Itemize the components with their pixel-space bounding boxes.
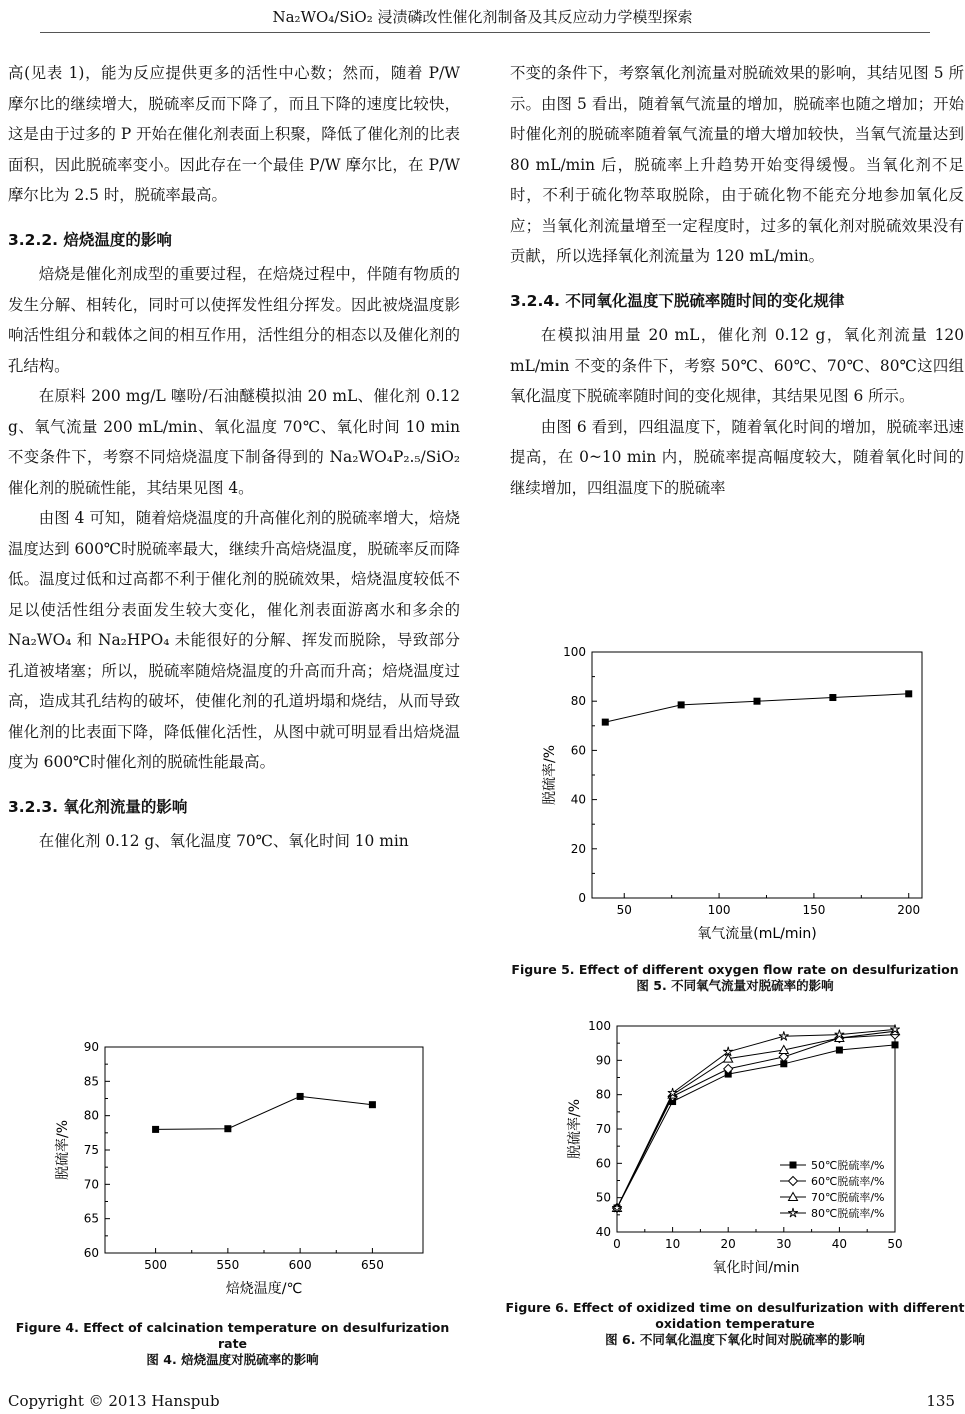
data-point: [602, 719, 609, 726]
legend-label: 60℃脱硫率/%: [811, 1175, 885, 1188]
paragraph: 由图 6 看到，四组温度下，随着氧化时间的增加，脱硫率迅速提高，在 0~10 min 内，脱硫率提高幅度较大，随着氧化时间的继续增加，四组温度下的脱硫率: [510, 417, 964, 497]
legend-label: 50℃脱硫率/%: [811, 1159, 885, 1172]
x-axis-label: 焙烧温度/℃: [225, 1281, 303, 1297]
caption-en: Figure 6. Effect of oxidized time on desulfurization with different oxidation temperature: [505, 1300, 965, 1331]
paragraph: 在催化剂 0.12 g、氧化温度 70℃、氧化时间 10 min: [38, 832, 409, 850]
x-tick-label: 30: [776, 1237, 792, 1251]
data-point: [224, 1125, 231, 1132]
y-tick-label: 90: [83, 1040, 99, 1054]
x-tick-label: 20: [720, 1237, 736, 1251]
legend-marker: [789, 1177, 798, 1186]
x-tick-label: 10: [664, 1237, 681, 1251]
x-tick-label: 500: [144, 1258, 168, 1272]
x-tick-label: 50: [616, 903, 632, 917]
right-column: [510, 58, 964, 503]
y-tick-label: 85: [83, 1074, 99, 1089]
y-tick-label: 100: [563, 645, 586, 659]
caption-en: Figure 4. Effect of calcination temperature on desulfurization rate: [15, 1320, 450, 1351]
plot-frame: [105, 1047, 423, 1253]
x-tick-label: 40: [831, 1237, 848, 1251]
y-tick-label: 40: [595, 1225, 611, 1239]
section-heading-3-2-4: 3.2.4. 不同氧化温度下脱硫率随时间的变化规律: [510, 291, 845, 310]
data-point: [829, 694, 836, 701]
data-point: [892, 1041, 899, 1048]
figure-5-caption: [505, 962, 965, 994]
y-axis-label: 脱硫率/%: [567, 1098, 583, 1160]
y-tick-label: 60: [570, 743, 586, 758]
legend-marker: [790, 1162, 797, 1169]
y-tick-label: 70: [595, 1122, 611, 1136]
x-tick-label: 150: [802, 903, 826, 917]
x-tick-label: 100: [707, 903, 731, 917]
x-axis-label: 氧气流量(mL/min): [697, 926, 817, 942]
data-point: [678, 701, 685, 708]
y-axis-label: 脱硫率/%: [542, 744, 558, 806]
figure-6-chart: [555, 1018, 930, 1286]
caption-en: Figure 5. Effect of different oxygen flow rate on desulfurization: [511, 962, 959, 977]
x-tick-label: 200: [897, 903, 921, 917]
data-point: [836, 1047, 843, 1054]
left-column: [8, 58, 460, 857]
running-header: Na₂WO₄/SiO₂ 浸渍磷改性催化剂制备及其反应动力学模型探索: [272, 8, 693, 26]
section-heading-3-2-2: 3.2.2. 焙烧温度的影响: [8, 230, 172, 249]
paragraph: 在原料 200 mg/L 噻吩/石油醚模拟油 20 mL、催化剂 0.12 g、氧气流量 200 mL/min、氧化温度 70℃、氧化时间 10 min 不变条件下，考察不同焙烧温度下制备得到的 Na₂WO₄P₂.₅/SiO₂ 催化剂的脱硫性能，其结果见图 4。: [8, 387, 460, 497]
paragraph: 焙烧是催化剂成型的重要过程，在焙烧过程中，伴随有物质的发生分解、相转化，同时可以使挥发性组分挥发。因此被烧温度影响活性组分和载体之间的相互作用，活性组分的相态以及催化剂的孔结构。: [8, 265, 460, 375]
data-point: [369, 1101, 376, 1108]
legend-label: 80℃脱硫率/%: [811, 1207, 885, 1220]
x-tick-label: 0: [613, 1237, 621, 1251]
y-tick-label: 80: [83, 1108, 99, 1123]
figure-5-chart: [540, 640, 940, 945]
series-line: [156, 1096, 373, 1129]
data-point: [779, 1031, 789, 1040]
paragraph: 由图 4 可知，随着焙烧温度的升高催化剂的脱硫率增大，焙烧温度达到 600℃时脱硫率最大，继续升高焙烧温度，脱硫率反而降低。温度过低和过高都不利于催化剂的脱硫效果，焙烧温度较低不足以使活性组分表面发生较大变化，催化剂表面游离水和多余的 Na₂WO₄ 和 Na₂HPO₄ 未能很好的分解、挥发而脱除，导致部分孔道被堵塞；所以，脱硫率随焙烧温度的升高而升高；焙烧温度过高，造成其孔结构的破坏，使催化剂的孔道坍塌和烧结，从而导致催化剂的比表面下降，降低催化活性，从图中就可明显看出焙烧温度为 600℃时催化剂的脱硫性能最高。: [8, 509, 460, 771]
caption-cn: 图 4. 焙烧温度对脱硫率的影响: [146, 1352, 319, 1367]
y-tick-label: 80: [570, 694, 586, 709]
legend-label: 70℃脱硫率/%: [811, 1191, 885, 1204]
data-point: [905, 690, 912, 697]
y-tick-label: 80: [595, 1087, 611, 1102]
legend-marker: [788, 1208, 798, 1217]
plot-frame: [592, 652, 922, 898]
figure-6-caption: [505, 1300, 965, 1348]
x-tick-label: 650: [360, 1258, 384, 1272]
y-axis-label: 脱硫率/%: [55, 1119, 71, 1181]
figure-4-chart: [40, 1035, 440, 1300]
copyright-footer: Copyright © 2013 Hanspub: [8, 1392, 220, 1410]
y-tick-label: 90: [595, 1053, 611, 1068]
caption-cn: 图 6. 不同氧化温度下氧化时间对脱硫率的影响: [605, 1332, 865, 1347]
y-tick-label: 40: [570, 792, 586, 807]
y-tick-label: 65: [83, 1211, 99, 1226]
data-point: [152, 1126, 159, 1133]
paragraph: 不变的条件下，考察氧化剂流量对脱硫效果的影响，其结见图 5 所示。由图 5 看出，随着氧气流量的增加，脱硫率也随之增加；开始时催化剂的脱硫率随着氧气流量的增大增加较快，当氧气流量达到 80 mL/min 后，脱硫率上升趋势开始变得缓慢。当氧化剂不足时，不利于硫化物萃取脱除，由于硫化物不能充分地参加氧化反应；当氧化剂流量增至一定程度时，过多的氧化剂对脱硫效果没有贡献，所以选择氧化剂流量为 120 mL/min。: [510, 64, 964, 265]
y-tick-label: 50: [595, 1190, 611, 1205]
x-tick-label: 600: [288, 1258, 312, 1272]
y-tick-label: 60: [595, 1156, 611, 1171]
x-axis-label: 氧化时间/min: [712, 1260, 800, 1276]
data-point: [297, 1093, 304, 1100]
figure-4-caption: [0, 1320, 465, 1368]
caption-cn: 图 5. 不同氧气流量对脱硫率的影响: [636, 978, 834, 993]
paragraph: 高(见表 1)，能为反应提供更多的活性中心数；然而，随着 P/W 摩尔比的继续增大，脱硫率反而下降了，而且下降的速度比较快，这是由于过多的 P 开始在催化剂表面上积聚，降低了催化剂的比表面积，因此脱硫率变小。因此存在一个最佳 P/W 摩尔比，在 P/W 摩尔比为 2.5 时，脱硫率最高。: [8, 64, 460, 204]
y-tick-label: 0: [578, 891, 586, 905]
y-tick-label: 100: [588, 1019, 611, 1033]
data-point: [754, 698, 761, 705]
paragraph: 在模拟油用量 20 mL，催化剂 0.12 g，氧化剂流量 120 mL/min 不变的条件下，考察 50℃、60℃、70℃、80℃这四组氧化温度下脱硫率随时间的变化规律，其结果见图 6 所示。: [510, 326, 964, 405]
x-tick-label: 50: [887, 1237, 903, 1251]
section-heading-3-2-3: 3.2.3. 氧化剂流量的影响: [8, 797, 188, 816]
y-tick-label: 20: [570, 841, 586, 856]
page-number: 135: [926, 1392, 955, 1410]
header-rule: [40, 32, 930, 33]
y-tick-label: 60: [83, 1246, 99, 1260]
x-tick-label: 550: [216, 1258, 240, 1272]
y-tick-label: 75: [83, 1143, 99, 1157]
y-tick-label: 70: [83, 1177, 99, 1192]
